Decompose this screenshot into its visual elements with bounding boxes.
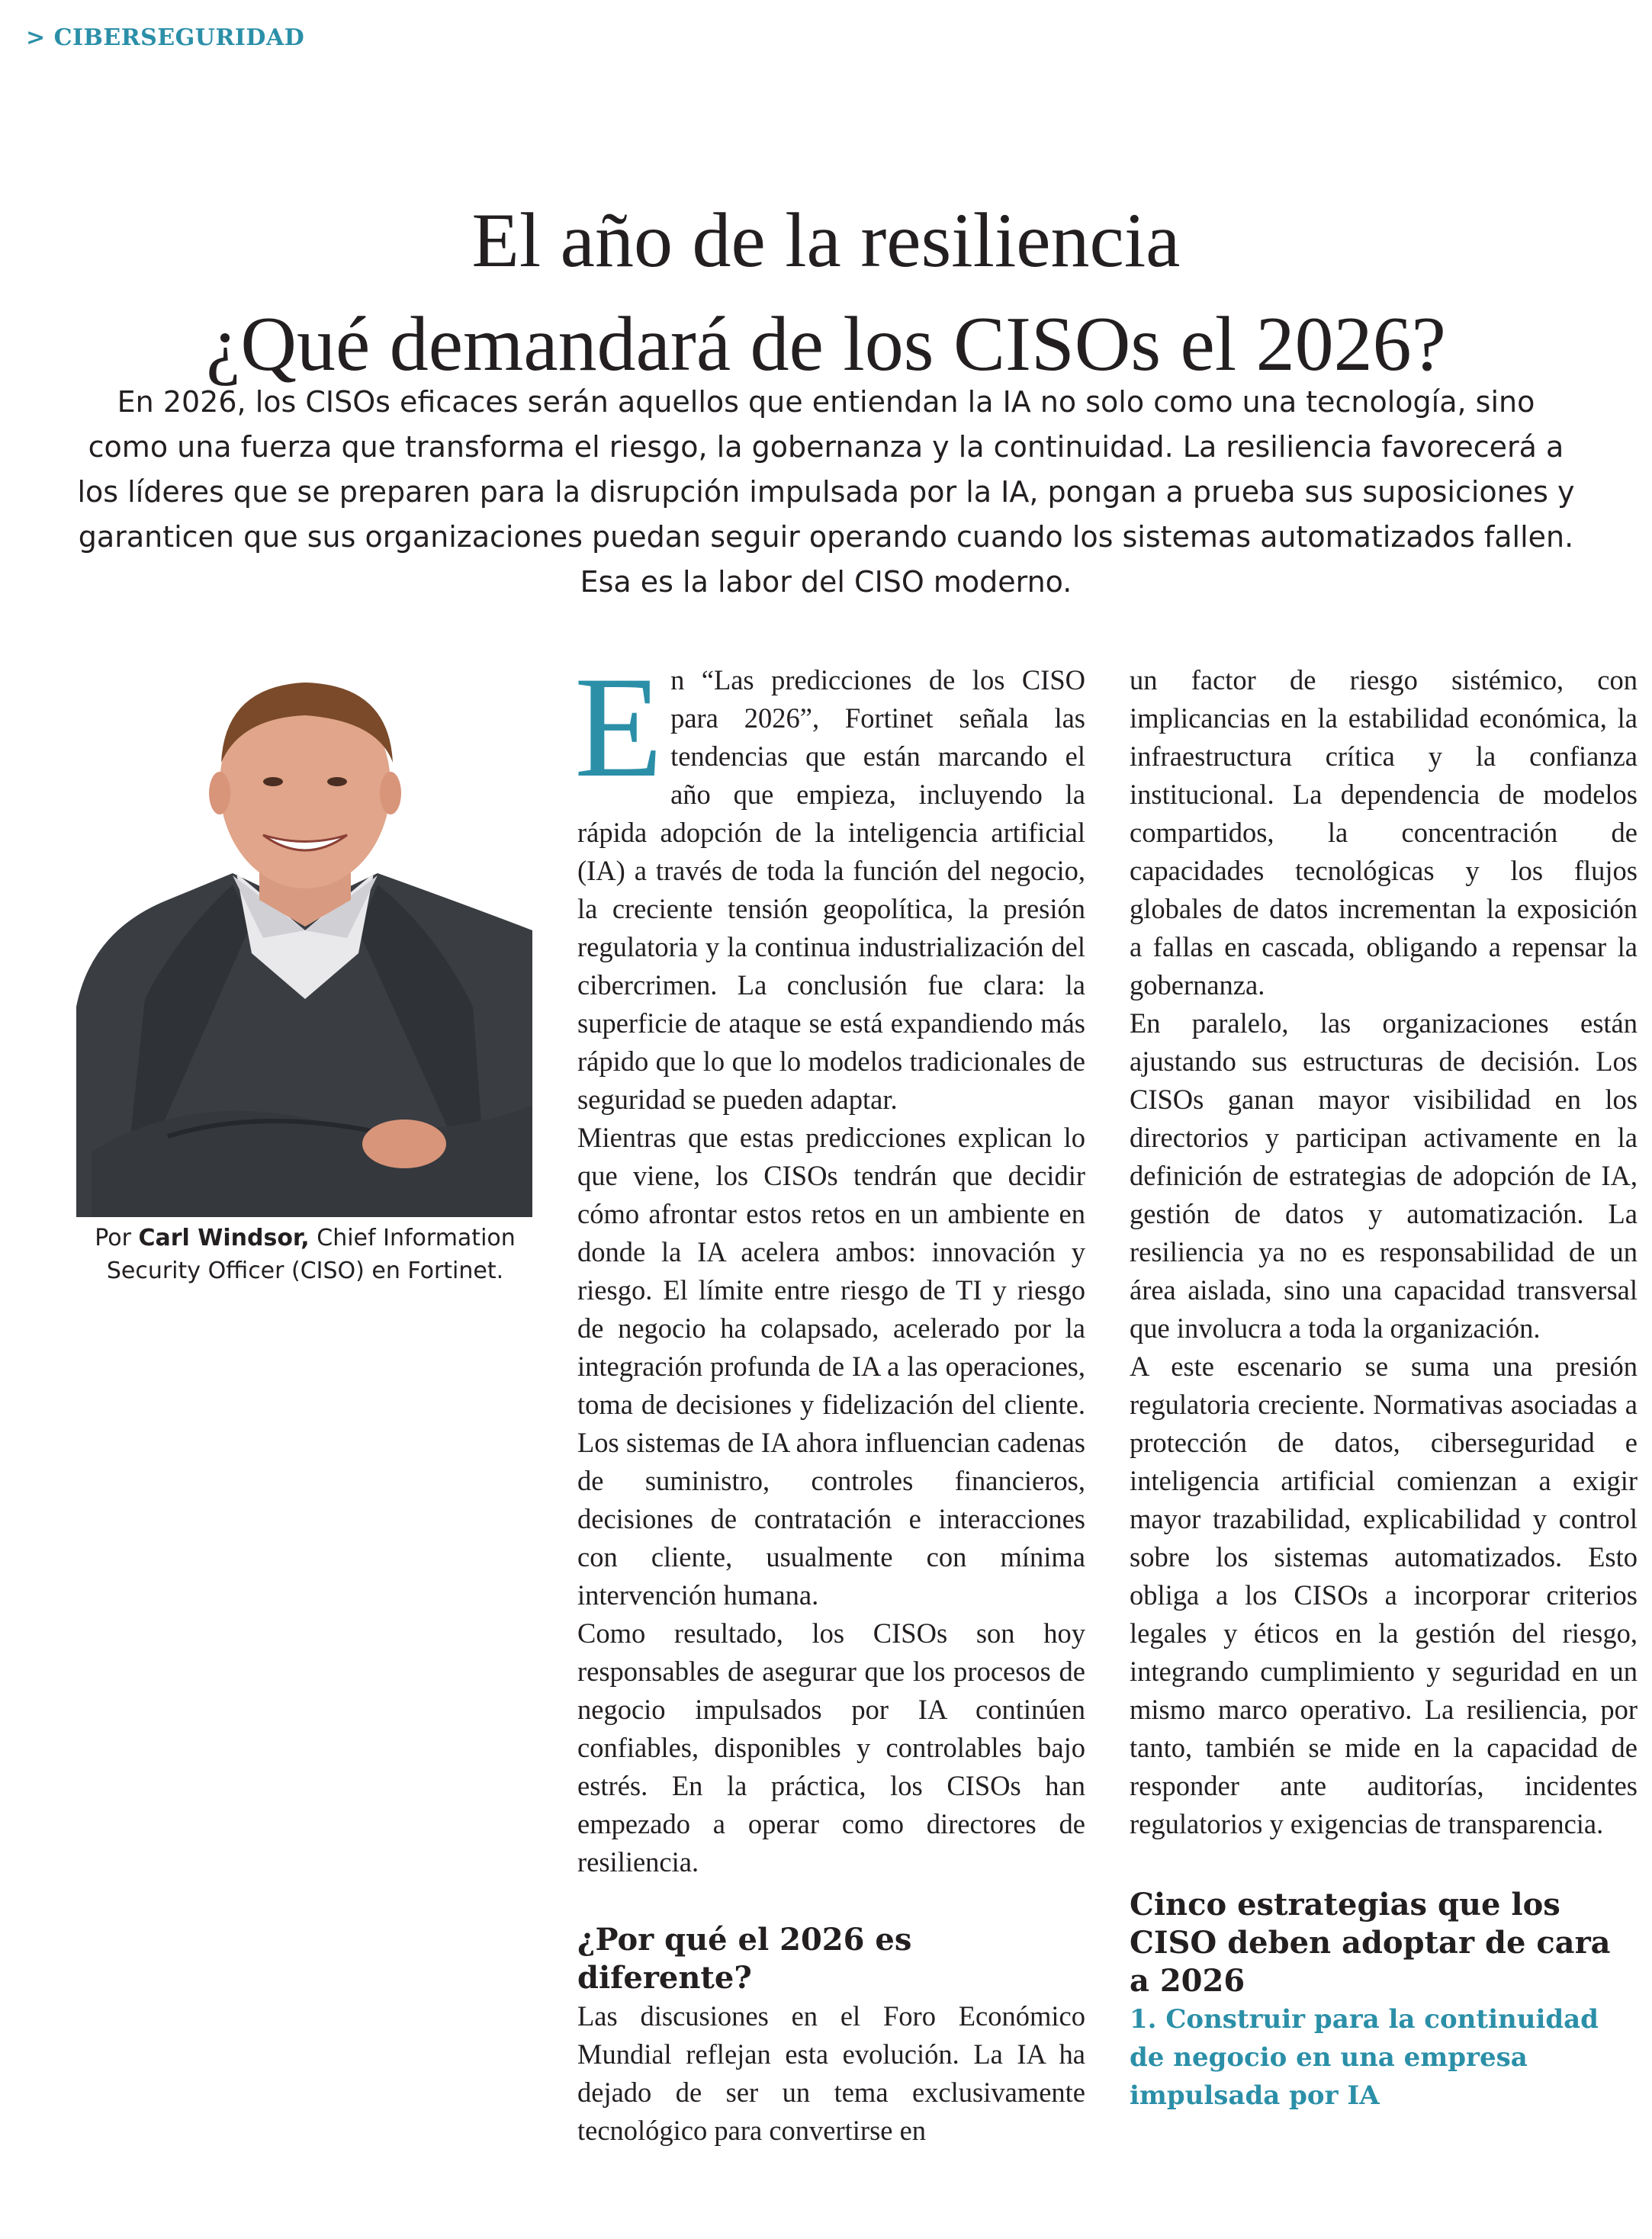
author-role: Chief Information Security Officer (CISO) en Fortinet. (106, 1225, 516, 1284)
author-photo (76, 679, 532, 1217)
paragraph: un factor de riesgo sistémico, con implicancias en la estabilidad económica, la infraestructura crítica y la confianza institucional. La dependencia de modelos compartidos, la concentración de capacidades tecnológicas y los flujos globales de datos incrementan la exposición a fallas en cascada, obligando a repensar la gobernanza. (1130, 664, 1638, 1001)
body-column-2 (1130, 661, 1638, 2115)
paragraph: A este escenario se suma una presión regulatoria creciente. Normativas asociadas a protección de datos, ciberseguridad e inteligencia artificial comienzan a exigir mayor trazabilidad, explicabilidad y control sobre los sistemas automatizados. Esto obliga a los CISOs a incorporar criterios legales y éticos en la gestión del riesgo, integrando cumplimiento y seguridad en un mismo marco operativo. La resiliencia, por tanto, también se mide en la capacidad de responder ante auditorías, incidentes regulatorios y exigencias de transparencia. (1130, 1351, 1638, 1839)
body-column-1 (574, 647, 1085, 2150)
author-name: Carl Windsor, (138, 1225, 310, 1251)
paragraph: Las discusiones en el Foro Económico Mundial reflejan esta evolución. La IA ha dejado de ser un tema exclusivamente tecnológico para convertirse en (577, 2000, 1085, 2146)
section-heading: Cinco estrategias que los CISO deben adoptar de cara a 2026 (1130, 1887, 1611, 1999)
paragraph (574, 647, 1085, 1119)
author-prefix: Por (95, 1225, 131, 1251)
author-caption (46, 1222, 564, 1287)
title-line-2: ¿Qué demandará de los CISOs el 2026? (206, 301, 1446, 387)
drop-cap: E (574, 647, 664, 808)
section-tag[interactable]: > CIBERSEGURIDAD (26, 24, 305, 51)
paragraph: Como resultado, los CISOs son hoy responsables de asegurar que los procesos de negocio impulsados por IA continúen confiables, disponibles y controlables bajo estrés. En la práctica, los CISOs han empezado a operar como directores de resiliencia. (577, 1617, 1085, 1878)
paragraph-text: n “Las predicciones de los CISO para 2026”, Fortinet señala las tendencias que están marcando el año que empieza, incluyendo la rápida adopción de la inteligencia artificial (IA) a través de toda la función del negocio, la creciente tensión geopolítica, la presión regulatoria y la continua industrialización del cibercrimen. La conclusión fue clara: la superficie de ataque se está expandiendo más rápido que lo que lo modelos tradicionales de seguridad se pueden adaptar. (577, 664, 1085, 1115)
paragraph: En paralelo, las organizaciones están ajustando sus estructuras de decisión. Los CISOs ganan mayor visibilidad en los directorios y participan activamente en la definición de estrategias de adopción de IA, gestión de datos y automatización. La resiliencia ya no es responsabilidad de un área aislada, sino una capacidad transversal que involucra a toda la organización. (1130, 1007, 1638, 1344)
section-heading: ¿Por qué el 2026 es diferente? (577, 1922, 912, 1996)
title-line-1: El año de la resiliencia (471, 198, 1181, 284)
strategy-heading: 1. Construir para la continuidad de negocio en una empresa impulsada por IA (1130, 2004, 1599, 2111)
article-lead: En 2026, los CISOs eficaces serán aquellos que entiendan la IA no solo como una tecnología, sino como una fuerza que transforma el riesgo, la gobernanza y la continuidad. La resiliencia favorecerá a los líderes que se preparen para la disrupción impulsada por la IA, pongan a prueba sus suposiciones y garanticen que sus organizaciones puedan seguir operando cuando los sistemas automatizados fallen. Esa es la labor del CISO moderno. (77, 385, 1575, 599)
paragraph: Mientras que estas predicciones explican lo que viene, los CISOs tendrán que decidir cómo afrontar estos retos en un ambiente en donde la IA acelera ambos: innovación y riesgo. El límite entre riesgo de TI y riesgo de negocio ha colapsado, acelerado por la integración profunda de IA a las operaciones, toma de decisiones y fidelización del cliente. Los sistemas de IA ahora influencian cadenas de suministro, controles financieros, decisiones de contratación e interacciones con cliente, usualmente con mínima intervención humana. (577, 1122, 1085, 1611)
article-title (0, 189, 1652, 397)
author-portrait-image (76, 679, 532, 1217)
